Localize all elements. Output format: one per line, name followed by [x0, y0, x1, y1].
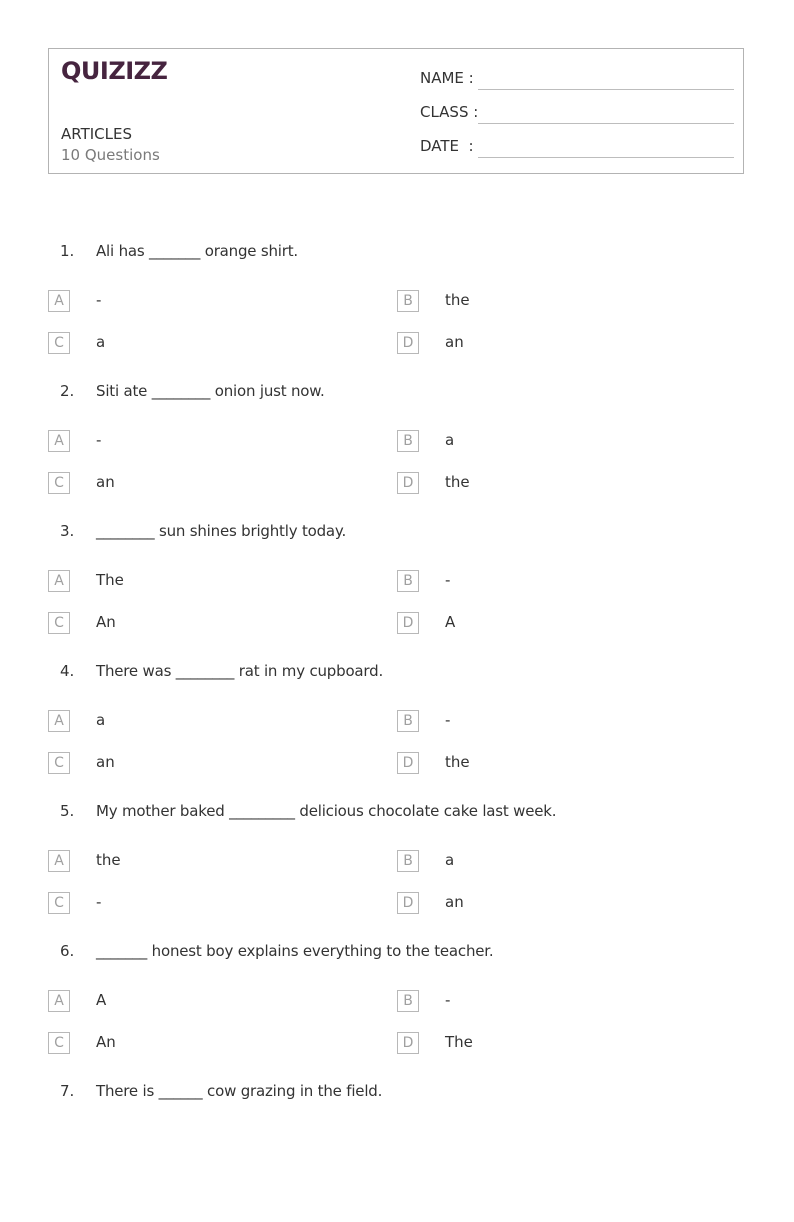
answer-option[interactable]	[48, 710, 348, 734]
answer-option[interactable]	[48, 332, 348, 356]
class-line	[478, 123, 734, 124]
question-number: 7.	[60, 1082, 75, 1100]
answer-option[interactable]	[397, 612, 697, 636]
option-text: -	[445, 711, 451, 729]
date-line	[478, 157, 734, 158]
class-field	[420, 103, 734, 125]
option-text: An	[96, 613, 116, 631]
quizizz-logo: QUIZIZZ	[61, 57, 168, 85]
question-text: Siti ate ________ onion just now.	[96, 382, 325, 400]
option-text: -	[96, 893, 102, 911]
option-letter-box[interactable]: C	[48, 472, 70, 494]
answer-option[interactable]	[397, 570, 697, 594]
question-text: There was ________ rat in my cupboard.	[96, 662, 384, 680]
option-letter-box[interactable]: C	[48, 752, 70, 774]
answer-option[interactable]	[48, 612, 348, 636]
question	[0, 802, 794, 942]
answer-option[interactable]	[48, 1032, 348, 1056]
question-count: 10 Questions	[61, 146, 160, 164]
option-letter-box[interactable]: D	[397, 892, 419, 914]
option-letter-box[interactable]: C	[48, 892, 70, 914]
option-text: -	[96, 431, 102, 449]
option-letter-box[interactable]: B	[397, 290, 419, 312]
option-letter-box[interactable]: B	[397, 850, 419, 872]
question-text: _______ honest boy explains everything to the teacher.	[96, 942, 494, 960]
question-text: Ali has _______ orange shirt.	[96, 242, 298, 260]
question-text: My mother baked _________ delicious chocolate cake last week.	[96, 802, 557, 820]
option-text: -	[96, 291, 102, 309]
question-text: ________ sun shines brightly today.	[96, 522, 347, 540]
answer-option[interactable]	[397, 850, 697, 874]
option-letter-box[interactable]: A	[48, 570, 70, 592]
option-letter-box[interactable]: A	[48, 850, 70, 872]
question-number: 5.	[60, 802, 75, 820]
option-letter-box[interactable]: B	[397, 430, 419, 452]
option-text: An	[96, 1033, 116, 1051]
option-text: the	[445, 291, 470, 309]
answer-option[interactable]	[397, 430, 697, 454]
answer-option[interactable]	[397, 472, 697, 496]
question	[0, 942, 794, 1082]
option-text: an	[96, 473, 115, 491]
date-label: DATE :	[420, 137, 474, 155]
answer-option[interactable]	[397, 892, 697, 916]
option-text: A	[445, 613, 456, 631]
answer-option[interactable]	[48, 752, 348, 776]
question-number: 1.	[60, 242, 75, 260]
answer-option[interactable]	[48, 892, 348, 916]
worksheet-title: ARTICLES	[61, 125, 133, 143]
option-letter-box[interactable]: D	[397, 332, 419, 354]
option-text: the	[96, 851, 121, 869]
option-letter-box[interactable]: A	[48, 430, 70, 452]
option-letter-box[interactable]: C	[48, 612, 70, 634]
option-text: The	[96, 571, 124, 589]
option-letter-box[interactable]: B	[397, 990, 419, 1012]
option-text: a	[96, 333, 106, 351]
question-text: There is ______ cow grazing in the field.	[96, 1082, 383, 1100]
answer-option[interactable]	[397, 752, 697, 776]
option-letter-box[interactable]: A	[48, 990, 70, 1012]
answer-option[interactable]	[397, 710, 697, 734]
option-letter-box[interactable]: C	[48, 1032, 70, 1054]
option-text: The	[445, 1033, 473, 1051]
date-field	[420, 137, 734, 159]
option-letter-box[interactable]: A	[48, 290, 70, 312]
option-letter-box[interactable]: C	[48, 332, 70, 354]
answer-option[interactable]	[397, 990, 697, 1014]
question	[0, 522, 794, 662]
option-text: -	[445, 571, 451, 589]
option-letter-box[interactable]: D	[397, 472, 419, 494]
answer-option[interactable]	[397, 1032, 697, 1056]
answer-option[interactable]	[48, 472, 348, 496]
option-letter-box[interactable]: A	[48, 710, 70, 732]
question	[0, 1082, 794, 1222]
answer-option[interactable]	[397, 290, 697, 314]
option-text: -	[445, 991, 451, 1009]
option-text: a	[445, 851, 455, 869]
question-number: 6.	[60, 942, 75, 960]
question-number: 2.	[60, 382, 75, 400]
answer-option[interactable]	[48, 290, 348, 314]
answer-option[interactable]	[48, 570, 348, 594]
name-line	[478, 89, 734, 90]
option-text: a	[445, 431, 455, 449]
question-number: 3.	[60, 522, 75, 540]
answer-option[interactable]	[48, 850, 348, 874]
option-text: the	[445, 753, 470, 771]
option-text: a	[96, 711, 106, 729]
class-label: CLASS :	[420, 103, 479, 121]
option-letter-box[interactable]: B	[397, 710, 419, 732]
name-label: NAME :	[420, 69, 474, 87]
answer-option[interactable]	[48, 430, 348, 454]
option-letter-box[interactable]: B	[397, 570, 419, 592]
option-text: an	[445, 333, 464, 351]
option-text: an	[96, 753, 115, 771]
option-letter-box[interactable]: D	[397, 1032, 419, 1054]
answer-option[interactable]	[48, 990, 348, 1014]
option-text: an	[445, 893, 464, 911]
question-number: 4.	[60, 662, 75, 680]
option-letter-box[interactable]: D	[397, 752, 419, 774]
answer-option[interactable]	[397, 332, 697, 356]
question	[0, 662, 794, 802]
option-text: the	[445, 473, 470, 491]
worksheet-header	[48, 48, 744, 174]
question	[0, 242, 794, 382]
option-text: A	[96, 991, 107, 1009]
name-field	[420, 69, 734, 91]
option-letter-box[interactable]: D	[397, 612, 419, 634]
question	[0, 382, 794, 522]
